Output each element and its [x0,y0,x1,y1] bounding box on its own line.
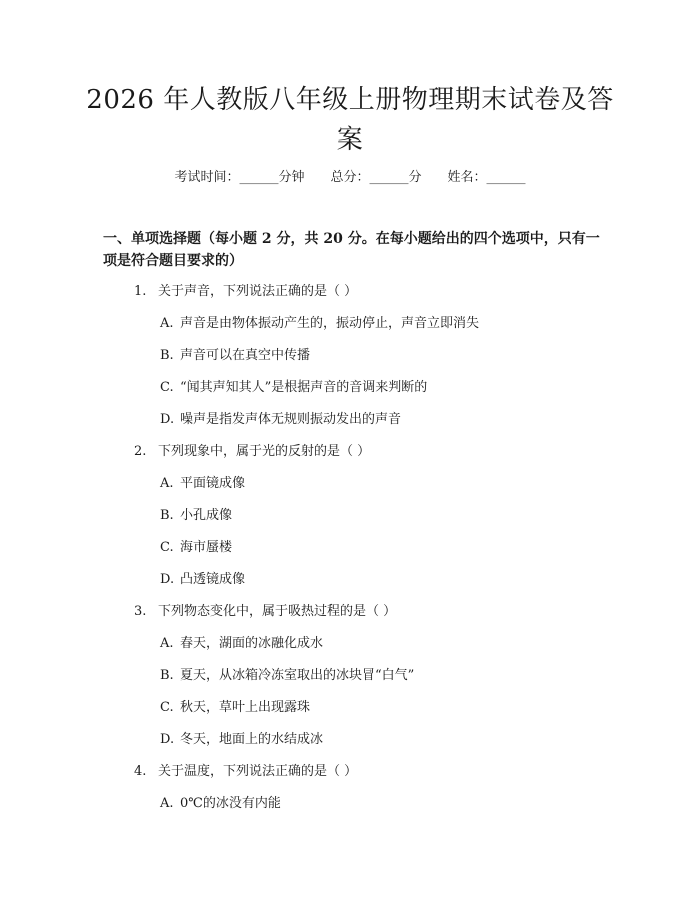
option-label: A. [160,476,174,491]
page-title [0,80,700,160]
option-text: 冬天，地面上的水结成冰 [180,732,324,747]
q3-option-d [160,730,323,750]
option-text: 声音是由物体振动产生的，振动停止，声音立即消失 [180,316,480,331]
q2-option-a [160,474,245,494]
exam-total-score: 总分：______分 [330,170,422,185]
option-text: 海市蜃楼 [180,540,233,555]
option-label: D. [160,732,175,747]
option-text: 凸透镜成像 [180,572,246,587]
option-text: 夏天，从冰箱冷冻室取出的冰块冒“白气” [180,668,415,683]
section-heading: 一、单项选择题（每小题 2 分，共 20 分。在每小题给出的四个选项中，只有一项是符合题目要求的） [103,231,600,269]
q4-option-a [160,794,281,814]
q3-option-c [160,698,310,718]
option-text: 平面镜成像 [180,476,246,491]
question-number: 1. [134,284,147,299]
option-label: A. [160,636,174,651]
option-label: B. [160,668,174,683]
option-text: 小孔成像 [180,508,233,523]
option-text: 0℃的冰没有内能 [180,796,281,811]
question-2 [134,442,370,462]
option-label: C. [160,540,174,555]
question-text: 关于声音，下列说法正确的是（ ） [158,284,358,299]
q2-option-c [160,538,232,558]
option-text: 声音可以在真空中传播 [180,348,311,363]
option-label: A. [160,796,174,811]
option-label: C. [160,380,174,395]
question-number: 4. [134,764,147,779]
exam-name-field: 姓名：______ [447,170,526,185]
q2-option-b [160,506,232,526]
option-label: B. [160,348,174,363]
option-label: D. [160,572,175,587]
exam-meta [0,168,700,188]
q1-option-c [160,378,427,398]
q1-option-b [160,346,310,366]
option-label: C. [160,700,174,715]
title-line-2: 案 [336,125,364,155]
option-label: B. [160,508,174,523]
option-text: 春天，湖面的冰融化成水 [180,636,324,651]
q3-option-a [160,634,323,654]
q3-option-b [160,666,414,686]
q1-option-d [160,410,401,430]
question-number: 2. [134,444,147,459]
option-label: D. [160,412,175,427]
question-text: 下列物态变化中，属于吸热过程的是（ ） [158,604,397,619]
q2-option-d [160,570,245,590]
question-number: 3. [134,604,147,619]
title-line-1: 2026 年人教版八年级上册物理期末试卷及答 [86,85,614,115]
question-1 [134,282,357,302]
option-text: “闻其声知其人”是根据声音的音调来判断的 [180,380,428,395]
question-text: 下列现象中，属于光的反射的是（ ） [158,444,371,459]
exam-time: 考试时间：______分钟 [174,170,305,185]
option-label: A. [160,316,174,331]
question-3 [134,602,396,622]
q1-option-a [160,314,479,334]
question-4 [134,762,357,782]
option-text: 秋天，草叶上出现露珠 [180,700,311,715]
question-text: 关于温度，下列说法正确的是（ ） [158,764,358,779]
option-text: 噪声是指发声体无规则振动发出的声音 [180,412,402,427]
